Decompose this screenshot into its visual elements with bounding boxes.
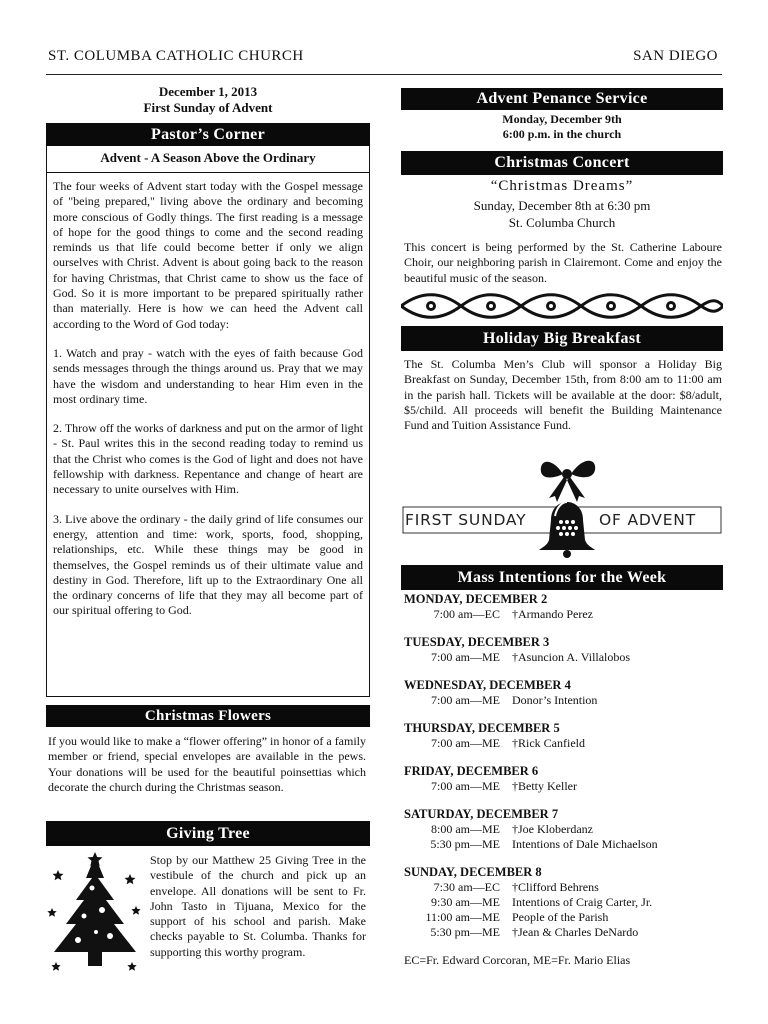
mass-row bbox=[404, 607, 722, 622]
mass-row bbox=[404, 693, 722, 708]
pastors-corner-heading: Pastor’s Corner bbox=[46, 123, 370, 146]
mass-day-heading: MONDAY, DECEMBER 2 bbox=[404, 592, 548, 606]
mass-time: 9:30 am—ME bbox=[431, 895, 500, 909]
mass-intention: Intentions of Craig Carter, Jr. bbox=[512, 895, 653, 909]
mass-day bbox=[404, 592, 722, 622]
mass-row bbox=[404, 925, 722, 940]
mass-time: 7:00 am—ME bbox=[431, 736, 500, 750]
mass-row bbox=[404, 779, 722, 794]
mass-intention: Intentions of Dale Michaelson bbox=[512, 837, 658, 851]
mass-time: 7:00 am—EC bbox=[433, 607, 500, 621]
mass-time: 7:00 am—ME bbox=[431, 693, 500, 707]
mass-intention: †Asuncion A. Villalobos bbox=[512, 650, 631, 664]
header-divider bbox=[46, 74, 722, 75]
penance-service-heading: Advent Penance Service bbox=[401, 88, 723, 110]
pastors-paragraph: 2. Throw off the works of darkness and put on the armor of light - St. Paul writes this in the second reading today to remind us that the Christ who comes is the God of light and does not have fellowship with darkness. Repentance and change of heart are necessary to unite ourselves with Him. bbox=[53, 421, 363, 497]
bell-bow-icon bbox=[541, 461, 595, 502]
mass-intentions-heading: Mass Intentions for the Week bbox=[401, 565, 723, 590]
christmas-concert-heading: Christmas Concert bbox=[401, 151, 723, 175]
mass-day bbox=[404, 721, 722, 751]
mass-row bbox=[404, 650, 722, 665]
pastors-paragraph: The four weeks of Advent start today with the Gospel message of "being prepared," living above the ordinary and becoming more conscious of Godly things. The first reading is a message of hope for the good things to come and the second reading reminds us that life could become better if only we align ourselves with Christ. Advent is about going back to the reason for having Christmas, that Christ came to show us the face of God. So it is more important to be prepared spiritually rather than materially. Here is how we can heed the Advent call according to the Word of God today: bbox=[53, 179, 363, 331]
mass-time: 11:00 am—ME bbox=[425, 910, 500, 924]
concert-details bbox=[401, 197, 723, 231]
mass-intention: †Jean & Charles DeNardo bbox=[512, 925, 639, 939]
mass-intention: †Armando Perez bbox=[512, 607, 593, 621]
advent-banner-right: OF ADVENT bbox=[599, 511, 696, 529]
penance-date: Monday, December 9th bbox=[502, 112, 622, 126]
mass-intention: Donor’s Intention bbox=[512, 693, 598, 707]
mass-intention: †Betty Keller bbox=[512, 779, 577, 793]
city-name: SAN DIEGO bbox=[633, 48, 718, 64]
mass-time: 5:30 pm—ME bbox=[430, 925, 500, 939]
issue-date-block bbox=[46, 84, 370, 116]
concert-location: St. Columba Church bbox=[508, 215, 616, 230]
mass-day-heading: WEDNESDAY, DECEMBER 4 bbox=[404, 678, 571, 692]
mass-day bbox=[404, 865, 722, 940]
penance-service-details bbox=[401, 112, 723, 142]
giving-tree-text: Stop by our Matthew 25 Giving Tree in the vestibule of the church and pick up an envelope. All donations will be sent to Fr. John Tasto in Tijuana, Mexico for the support of his school and parish. Make checks payable to St. Columba. Thanks for supporting this worthy program. bbox=[150, 853, 366, 959]
mass-row bbox=[404, 837, 722, 852]
mass-day bbox=[404, 678, 722, 708]
concert-date-time: Sunday, December 8th at 6:30 pm bbox=[473, 198, 651, 213]
mass-time: 7:00 am—ME bbox=[431, 779, 500, 793]
holiday-breakfast-text: The St. Columba Men’s Club will sponsor a Holiday Big Breakfast on Sunday, December 15th, from 8:00 am to 11:00 am in the parish hall. Tickets will be available at the door: $8/adult, $5/child. All proceeds will benefit the Building Maintenance Fund and Tuition Assistance Fund. bbox=[404, 357, 722, 433]
mass-time: 8:00 am—ME bbox=[431, 822, 500, 836]
mass-row bbox=[404, 822, 722, 837]
mass-time: 7:30 am—EC bbox=[433, 880, 500, 894]
giving-tree-heading: Giving Tree bbox=[46, 821, 370, 846]
pastors-paragraph: 1. Watch and pray - watch with the eyes of faith because God sends messages through the things around us. Pray that we may have the wisdom and understanding to hear Him even in the most ordinary time. bbox=[53, 345, 363, 406]
mass-intention: †Clifford Behrens bbox=[512, 880, 599, 894]
mass-time: 7:00 am—ME bbox=[431, 650, 500, 664]
mass-day bbox=[404, 635, 722, 665]
issue-date: December 1, 2013 bbox=[158, 84, 258, 99]
mass-day-heading: TUESDAY, DECEMBER 3 bbox=[404, 635, 550, 649]
mass-time: 5:30 pm—ME bbox=[430, 837, 500, 851]
christmas-tree-icon bbox=[44, 852, 146, 974]
pastors-corner-box bbox=[46, 146, 370, 697]
mass-day-heading: THURSDAY, DECEMBER 5 bbox=[404, 721, 560, 735]
mass-intention: †Joe Kloberdanz bbox=[512, 822, 593, 836]
mass-intentions-list bbox=[404, 592, 722, 953]
pastors-corner-subtitle: Advent - A Season Above the Ordinary bbox=[47, 150, 369, 173]
penance-time-place: 6:00 p.m. in the church bbox=[502, 127, 622, 141]
mass-day bbox=[404, 807, 722, 852]
celebrant-key: EC=Fr. Edward Corcoran, ME=Fr. Mario Elias bbox=[404, 953, 631, 967]
pastors-paragraph: 3. Live above the ordinary - the daily grind of life consumes our energy, attention and time: work, sports, food, shopping, relationships, etc. While these things may be good in themselves, the Gospel reminds us of their ultimate value and destiny in God. Therefore, lift up to the Extraordinary One all the ordinary concerns of life that they may all become part of our spiritual offering to God. bbox=[53, 511, 363, 618]
mass-day-heading: FRIDAY, DECEMBER 6 bbox=[404, 764, 539, 778]
advent-banner-left: FIRST SUNDAY bbox=[405, 511, 527, 529]
mass-intention: †Rick Canfield bbox=[512, 736, 585, 750]
mass-row bbox=[404, 880, 722, 895]
first-sunday-advent-banner bbox=[401, 450, 723, 560]
mass-row bbox=[404, 910, 722, 925]
mass-row bbox=[404, 736, 722, 751]
mass-day-heading: SATURDAY, DECEMBER 7 bbox=[404, 807, 559, 821]
concert-description: This concert is being performed by the St. Catherine Laboure Choir, our neighboring parish in Clairemont. Come and enjoy the beautiful music of the season. bbox=[404, 240, 722, 285]
pastors-corner-body bbox=[53, 179, 363, 619]
issue-occasion: First Sunday of Advent bbox=[143, 100, 273, 115]
mass-row bbox=[404, 895, 722, 910]
church-name: ST. COLUMBA CATHOLIC CHURCH bbox=[48, 48, 304, 64]
ornamental-divider bbox=[401, 291, 723, 321]
christmas-flowers-text: If you would like to make a “flower offering” in honor of a family member or friend, special envelopes are available in the pews. Your donations will be used for the beautiful poinsettias which decorate the church during the Christmas season. bbox=[48, 734, 367, 794]
concert-name: “Christmas Dreams” bbox=[490, 178, 634, 194]
mass-day-heading: SUNDAY, DECEMBER 8 bbox=[404, 865, 542, 879]
holiday-breakfast-heading: Holiday Big Breakfast bbox=[401, 326, 723, 351]
mass-day bbox=[404, 764, 722, 794]
mass-intention: People of the Parish bbox=[512, 910, 609, 924]
christmas-flowers-heading: Christmas Flowers bbox=[46, 705, 370, 727]
